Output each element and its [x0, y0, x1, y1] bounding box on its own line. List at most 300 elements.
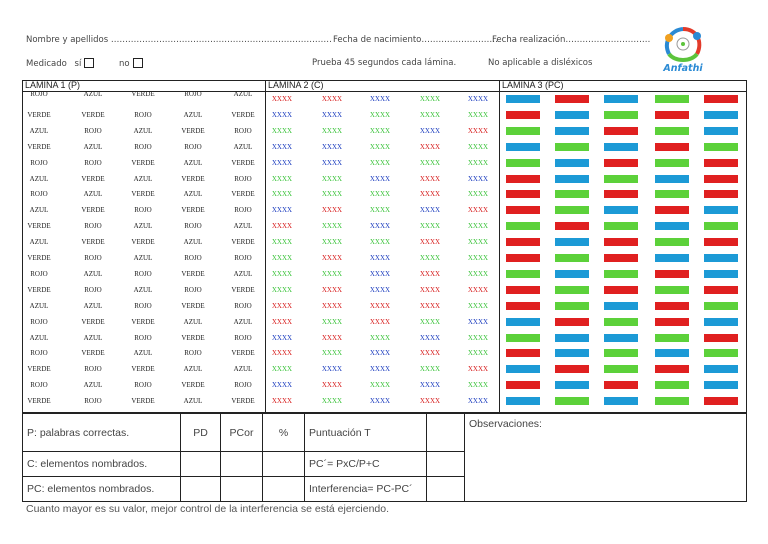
lamina3-color-bar	[655, 381, 689, 389]
lamina2-xxxx: XXXX	[321, 333, 343, 342]
lamina3-color-bar	[655, 206, 689, 214]
lamina1-word: VERDE	[131, 158, 155, 167]
lamina2-xxxx: XXXX	[467, 333, 489, 342]
lamina3-title: LAMINA 3 (PC)	[502, 80, 564, 90]
lamina3-color-bar	[604, 206, 638, 214]
lamina1-word: ROJO	[84, 126, 102, 135]
lamina3-color-bar	[655, 159, 689, 167]
lamina3-color-bar	[555, 175, 589, 183]
lamina2-xxxx: XXXX	[369, 142, 391, 151]
lamina2-xxxx: XXXX	[271, 158, 293, 167]
lamina3-color-bar	[604, 397, 638, 405]
lamina2-xxxx: XXXX	[321, 95, 343, 103]
lamina2-xxxx: XXXX	[321, 126, 343, 135]
lamina1-word: ROJO	[84, 254, 102, 262]
lamina1-word: VERDE	[231, 190, 255, 199]
lamina1-word: ROJO	[30, 90, 48, 98]
lamina1-title: LAMINA 1 (P)	[25, 80, 81, 90]
lamina3-color-bar	[704, 397, 738, 405]
lamina3-color-bar	[704, 349, 738, 357]
lamina1-word: AZUL	[83, 333, 103, 342]
lamina1-word: ROJO	[234, 381, 252, 390]
lamina1-word: AZUL	[183, 397, 203, 406]
lamina1-word: AZUL	[183, 110, 203, 119]
lamina2-xxxx: XXXX	[321, 397, 343, 406]
lamina1-word: VERDE	[27, 365, 51, 374]
lamina3-color-bar	[704, 95, 738, 103]
lamina2-xxxx: XXXX	[467, 349, 489, 358]
lamina2-xxxx: XXXX	[467, 254, 489, 262]
lamina-grid	[22, 80, 747, 413]
lamina3-color-bar	[506, 143, 540, 151]
lamina2-xxxx: XXXX	[369, 190, 391, 199]
lamina1-word: AZUL	[183, 317, 203, 326]
lamina1-word: ROJO	[134, 110, 152, 119]
lamina1-word: VERDE	[231, 110, 255, 119]
lamina2-xxxx: XXXX	[321, 222, 343, 231]
lamina1-word: AZUL	[83, 190, 103, 199]
lamina2-xxxx: XXXX	[419, 110, 441, 119]
lamina3-color-bar	[604, 143, 638, 151]
lamina3-color-bar	[704, 206, 738, 214]
lamina3-color-bar	[704, 286, 738, 294]
lamina2-xxxx: XXXX	[467, 238, 489, 247]
lamina1-word: VERDE	[27, 397, 51, 406]
lamina3-color-bar	[704, 222, 738, 230]
lamina3-color-bar	[506, 206, 540, 214]
score-c-label: C: elementos nombrados.	[23, 452, 181, 477]
lamina1-word: AZUL	[233, 317, 253, 326]
lamina1-word: VERDE	[181, 301, 205, 310]
lamina2-xxxx: XXXX	[467, 397, 489, 406]
lamina2-panel	[266, 81, 499, 412]
score-pc-pd-cell[interactable]	[181, 477, 221, 502]
lamina3-color-bar	[604, 159, 638, 167]
lamina3-color-bar	[704, 190, 738, 198]
lamina1-word: ROJO	[184, 142, 202, 151]
lamina2-xxxx: XXXX	[467, 190, 489, 199]
lamina2-xxxx: XXXX	[369, 333, 391, 342]
lamina3-color-bar	[506, 127, 540, 135]
lamina2-xxxx: XXXX	[271, 190, 293, 199]
lamina2-xxxx: XXXX	[369, 397, 391, 406]
lamina2-xxxx: XXXX	[271, 349, 293, 358]
lamina1-word: VERDE	[81, 110, 105, 119]
lamina1-word: AZUL	[29, 126, 49, 135]
score-table	[22, 413, 747, 502]
score-pc-pcor-cell[interactable]	[221, 477, 263, 502]
lamina2-xxxx: XXXX	[321, 301, 343, 310]
lamina2-xxxx: XXXX	[369, 95, 391, 103]
lamina1-word: AZUL	[83, 142, 103, 151]
lamina2-xxxx: XXXX	[369, 238, 391, 247]
lamina1-word: ROJO	[30, 190, 48, 199]
lamina3-color-bar	[604, 238, 638, 246]
interference-cell[interactable]	[427, 477, 465, 502]
lamina3-color-bar	[555, 111, 589, 119]
lamina2-xxxx: XXXX	[321, 285, 343, 294]
score-pd-header: PD	[181, 414, 221, 452]
lamina3-color-bar	[555, 381, 589, 389]
lamina3-color-bar	[655, 318, 689, 326]
lamina1-word: ROJO	[234, 301, 252, 310]
lamina3-color-bar	[506, 175, 540, 183]
lamina2-xxxx: XXXX	[419, 126, 441, 135]
lamina2-xxxx: XXXX	[271, 95, 293, 103]
lamina1-word: AZUL	[233, 142, 253, 151]
lamina3-color-bar	[704, 111, 738, 119]
lamina1-word: VERDE	[27, 285, 51, 294]
lamina3-color-bar	[555, 190, 589, 198]
lamina2-xxxx: XXXX	[419, 301, 441, 310]
lamina1-word: VERDE	[131, 190, 155, 199]
lamina3-color-bar	[555, 302, 589, 310]
lamina2-xxxx: XXXX	[271, 301, 293, 310]
lamina3-color-bar	[506, 111, 540, 119]
score-t-cell[interactable]	[427, 414, 465, 452]
lamina2-xxxx: XXXX	[321, 365, 343, 374]
lamina2-xxxx: XXXX	[467, 285, 489, 294]
not-applicable-note: No aplicable a disléxicos	[488, 58, 593, 68]
score-p-label: P: palabras correctas.	[23, 414, 181, 452]
lamina3-color-bar	[655, 143, 689, 151]
lamina2-xxxx: XXXX	[419, 238, 441, 247]
lamina1-word: AZUL	[183, 365, 203, 374]
lamina2-xxxx: XXXX	[369, 158, 391, 167]
lamina2-xxxx: XXXX	[271, 222, 293, 231]
lamina1-word: AZUL	[29, 238, 49, 247]
logo-text: Anfathi	[663, 63, 703, 74]
lamina1-word: AZUL	[29, 333, 49, 342]
lamina3-color-bar	[655, 302, 689, 310]
lamina2-xxxx: XXXX	[419, 95, 441, 103]
lamina3-color-bar	[704, 381, 738, 389]
lamina2-xxxx: XXXX	[271, 333, 293, 342]
lamina1-word: VERDE	[27, 110, 51, 119]
lamina1-word: ROJO	[84, 285, 102, 294]
lamina2-xxxx: XXXX	[271, 381, 293, 390]
lamina2-xxxx: XXXX	[467, 269, 489, 278]
lamina3-color-bar	[655, 254, 689, 262]
lamina3-color-bar	[655, 334, 689, 342]
lamina3-color-bar	[506, 254, 540, 262]
lamina2-xxxx: XXXX	[419, 269, 441, 278]
lamina2-xxxx: XXXX	[271, 142, 293, 151]
lamina3-color-bar	[704, 127, 738, 135]
lamina3-color-bar	[604, 270, 638, 278]
lamina3-color-bar	[506, 270, 540, 278]
lamina1-word: AZUL	[83, 90, 103, 98]
score-c-pct-cell[interactable]	[263, 452, 305, 477]
score-c-pd-cell[interactable]	[181, 452, 221, 477]
lamina3-color-bar	[604, 190, 638, 198]
lamina2-xxxx: XXXX	[369, 317, 391, 326]
lamina1-word: VERDE	[81, 349, 105, 358]
lamina3-color-bar	[655, 349, 689, 357]
lamina1-word: ROJO	[134, 301, 152, 310]
lamina1-word: VERDE	[231, 397, 255, 406]
lamina3-color-bar	[555, 254, 589, 262]
lamina1-word: ROJO	[234, 254, 252, 262]
lamina1-word: AZUL	[233, 269, 253, 278]
lamina1-word: VERDE	[131, 90, 155, 98]
lamina1-word: ROJO	[84, 365, 102, 374]
lamina2-xxxx: XXXX	[467, 174, 489, 183]
lamina3-color-bar	[506, 238, 540, 246]
lamina2-xxxx: XXXX	[369, 381, 391, 390]
lamina3-title-rule	[500, 91, 746, 92]
lamina1-word: AZUL	[83, 269, 103, 278]
lamina2-xxxx: XXXX	[419, 349, 441, 358]
lamina1-word: AZUL	[29, 206, 49, 215]
lamina1-word: VERDE	[231, 238, 255, 247]
lamina3-color-bar	[506, 95, 540, 103]
lamina2-xxxx: XXXX	[419, 222, 441, 231]
lamina1-word: VERDE	[27, 254, 51, 262]
lamina2-xxxx: XXXX	[419, 174, 441, 183]
anfathi-logo	[655, 24, 711, 74]
name-field-label: Nombre y apellidos ……………………………………………………………………	[26, 35, 332, 45]
lamina1-word: VERDE	[181, 381, 205, 390]
lamina2-xxxx: XXXX	[271, 269, 293, 278]
lamina3-color-bar	[604, 95, 638, 103]
lamina3-color-bar	[506, 318, 540, 326]
lamina2-xxxx: XXXX	[467, 381, 489, 390]
lamina1-word: ROJO	[30, 349, 48, 358]
lamina3-color-bar	[655, 270, 689, 278]
lamina1-word: ROJO	[184, 222, 202, 231]
lamina3-color-bar	[555, 222, 589, 230]
lamina2-xxxx: XXXX	[419, 254, 441, 262]
lamina3-color-bar	[604, 381, 638, 389]
lamina2-xxxx: XXXX	[369, 269, 391, 278]
lamina1-word: VERDE	[131, 365, 155, 374]
lamina3-color-bar	[655, 127, 689, 135]
lamina1-word: ROJO	[234, 174, 252, 183]
lamina3-color-bar	[506, 159, 540, 167]
lamina3-color-bar	[604, 365, 638, 373]
lamina3-color-bar	[555, 238, 589, 246]
lamina3-color-bar	[655, 365, 689, 373]
lamina2-xxxx: XXXX	[369, 174, 391, 183]
lamina2-xxxx: XXXX	[271, 317, 293, 326]
lamina2-xxxx: XXXX	[467, 365, 489, 374]
observations-cell[interactable]	[465, 414, 747, 502]
lamina2-xxxx: XXXX	[369, 126, 391, 135]
lamina1-word: AZUL	[133, 174, 153, 183]
lamina1-word: VERDE	[181, 269, 205, 278]
lamina2-xxxx: XXXX	[369, 285, 391, 294]
lamina3-color-bar	[555, 397, 589, 405]
lamina3-color-bar	[655, 175, 689, 183]
lamina1-word: VERDE	[81, 238, 105, 247]
lamina2-xxxx: XXXX	[467, 301, 489, 310]
lamina2-xxxx: XXXX	[369, 365, 391, 374]
lamina1-word: VERDE	[181, 333, 205, 342]
lamina3-color-bar	[555, 127, 589, 135]
lamina3-color-bar	[704, 270, 738, 278]
lamina3-color-bar	[704, 143, 738, 151]
lamina1-word: VERDE	[81, 317, 105, 326]
lamina1-word: AZUL	[183, 238, 203, 247]
lamina1-word: ROJO	[134, 269, 152, 278]
lamina2-xxxx: XXXX	[321, 158, 343, 167]
lamina3-color-bar	[704, 238, 738, 246]
lamina2-xxxx: XXXX	[419, 333, 441, 342]
lamina3-color-bar	[604, 254, 638, 262]
lamina2-xxxx: XXXX	[419, 206, 441, 215]
lamina1-word: AZUL	[29, 301, 49, 310]
lamina2-xxxx: XXXX	[321, 110, 343, 119]
lamina2-xxxx: XXXX	[321, 190, 343, 199]
footer-note: Cuanto mayor es su valor, mejor control de la interferencia se está ejerciendo.	[26, 503, 390, 515]
lamina2-xxxx: XXXX	[271, 285, 293, 294]
score-pct-header: %	[263, 414, 305, 452]
lamina3-color-bar	[555, 349, 589, 357]
lamina3-color-bar	[655, 95, 689, 103]
lamina2-xxxx: XXXX	[321, 349, 343, 358]
lamina1-word: ROJO	[134, 142, 152, 151]
lamina2-xxxx: XXXX	[271, 174, 293, 183]
lamina3-color-bar	[506, 222, 540, 230]
medicated-no-checkbox[interactable]	[133, 58, 143, 68]
lamina1-word: AZUL	[83, 301, 103, 310]
lamina3-color-bar	[506, 286, 540, 294]
lamina1-word: VERDE	[27, 222, 51, 231]
lamina2-xxxx: XXXX	[271, 206, 293, 215]
lamina1-word: VERDE	[131, 317, 155, 326]
lamina1-word: AZUL	[133, 126, 153, 135]
lamina1-word: ROJO	[234, 206, 252, 215]
lamina3-color-bar	[604, 222, 638, 230]
lamina1-word: ROJO	[30, 317, 48, 326]
lamina2-xxxx: XXXX	[467, 158, 489, 167]
score-t-header: Puntuación T	[305, 414, 427, 452]
lamina1-word: AZUL	[133, 222, 153, 231]
lamina2-xxxx: XXXX	[321, 174, 343, 183]
lamina3-color-bar	[506, 334, 540, 342]
lamina1-word: ROJO	[30, 269, 48, 278]
lamina3-color-bar	[655, 238, 689, 246]
lamina1-word: ROJO	[84, 222, 102, 231]
lamina1-word: VERDE	[131, 397, 155, 406]
lamina1-word: ROJO	[134, 381, 152, 390]
score-pc-label: PC: elementos nombrados.	[23, 477, 181, 502]
lamina3-color-bar	[506, 302, 540, 310]
lamina3-color-bar	[506, 397, 540, 405]
lamina1-word: AZUL	[233, 90, 253, 98]
lamina3-color-bar	[555, 206, 589, 214]
lamina2-xxxx: XXXX	[467, 126, 489, 135]
lamina2-xxxx: XXXX	[467, 142, 489, 151]
lamina1-word: VERDE	[81, 206, 105, 215]
lamina1-word: ROJO	[134, 333, 152, 342]
lamina2-xxxx: XXXX	[271, 110, 293, 119]
lamina3-color-bar	[655, 222, 689, 230]
birth-date-field-label: Fecha de nacimiento………………………	[333, 35, 498, 45]
lamina1-word: AZUL	[29, 174, 49, 183]
lamina3-color-bar	[704, 318, 738, 326]
lamina2-xxxx: XXXX	[467, 206, 489, 215]
lamina2-xxxx: XXXX	[271, 126, 293, 135]
lamina1-word: ROJO	[234, 126, 252, 135]
lamina1-panel	[23, 81, 265, 412]
lamina3-color-bar	[555, 334, 589, 342]
score-pcor-header: PCor	[221, 414, 263, 452]
lamina3-color-bar	[604, 302, 638, 310]
lamina2-xxxx: XXXX	[321, 381, 343, 390]
medicated-no-label: no	[119, 59, 130, 69]
lamina2-xxxx: XXXX	[369, 222, 391, 231]
lamina3-color-bar	[604, 175, 638, 183]
lamina3-color-bar	[555, 143, 589, 151]
lamina1-word: AZUL	[183, 190, 203, 199]
medicated-yes-label: sí	[74, 59, 82, 69]
lamina1-word: VERDE	[231, 349, 255, 358]
lamina1-word: ROJO	[184, 90, 202, 98]
lamina2-xxxx: XXXX	[369, 206, 391, 215]
lamina3-color-bar	[555, 318, 589, 326]
lamina2-xxxx: XXXX	[467, 317, 489, 326]
formula-label: PC´= PxC/P+C	[305, 452, 427, 477]
lamina1-word: ROJO	[84, 158, 102, 167]
lamina1-word: AZUL	[133, 349, 153, 358]
formula-cell[interactable]	[427, 452, 465, 477]
lamina1-word: ROJO	[84, 397, 102, 406]
medicated-yes-checkbox[interactable]	[84, 58, 94, 68]
lamina1-word: VERDE	[181, 174, 205, 183]
lamina2-xxxx: XXXX	[419, 397, 441, 406]
lamina2-xxxx: XXXX	[419, 285, 441, 294]
lamina1-word: AZUL	[133, 285, 153, 294]
lamina3-color-bar	[655, 190, 689, 198]
lamina3-color-bar	[604, 127, 638, 135]
lamina3-color-bar	[655, 286, 689, 294]
lamina3-color-bar	[506, 190, 540, 198]
lamina2-xxxx: XXXX	[321, 254, 343, 262]
score-pc-pct-cell[interactable]	[263, 477, 305, 502]
lamina3-color-bar	[704, 175, 738, 183]
lamina1-word: VERDE	[231, 285, 255, 294]
lamina2-xxxx: XXXX	[467, 222, 489, 231]
lamina3-color-bar	[555, 159, 589, 167]
lamina3-color-bar	[704, 302, 738, 310]
lamina3-color-bar	[506, 365, 540, 373]
lamina3-color-bar	[555, 270, 589, 278]
lamina2-xxxx: XXXX	[369, 254, 391, 262]
lamina2-xxxx: XXXX	[321, 269, 343, 278]
lamina3-color-bar	[604, 349, 638, 357]
lamina2-xxxx: XXXX	[271, 238, 293, 247]
lamina2-xxxx: XXXX	[321, 238, 343, 247]
lamina2-xxxx: XXXX	[369, 349, 391, 358]
lamina3-color-bar	[604, 334, 638, 342]
lamina1-word: ROJO	[234, 333, 252, 342]
interference-label: Interferencia= PC-PC´	[305, 477, 427, 502]
lamina1-word: AZUL	[233, 222, 253, 231]
lamina1-word: AZUL	[133, 254, 153, 262]
lamina3-color-bar	[555, 365, 589, 373]
lamina2-xxxx: XXXX	[369, 301, 391, 310]
lamina3-color-bar	[506, 381, 540, 389]
lamina3-color-bar	[704, 365, 738, 373]
score-c-pcor-cell[interactable]	[221, 452, 263, 477]
lamina3-color-bar	[704, 254, 738, 262]
family-logo-icon	[655, 24, 711, 64]
medicated-label: Medicado	[26, 59, 67, 69]
lamina1-word: VERDE	[27, 142, 51, 151]
lamina1-word: VERDE	[181, 206, 205, 215]
